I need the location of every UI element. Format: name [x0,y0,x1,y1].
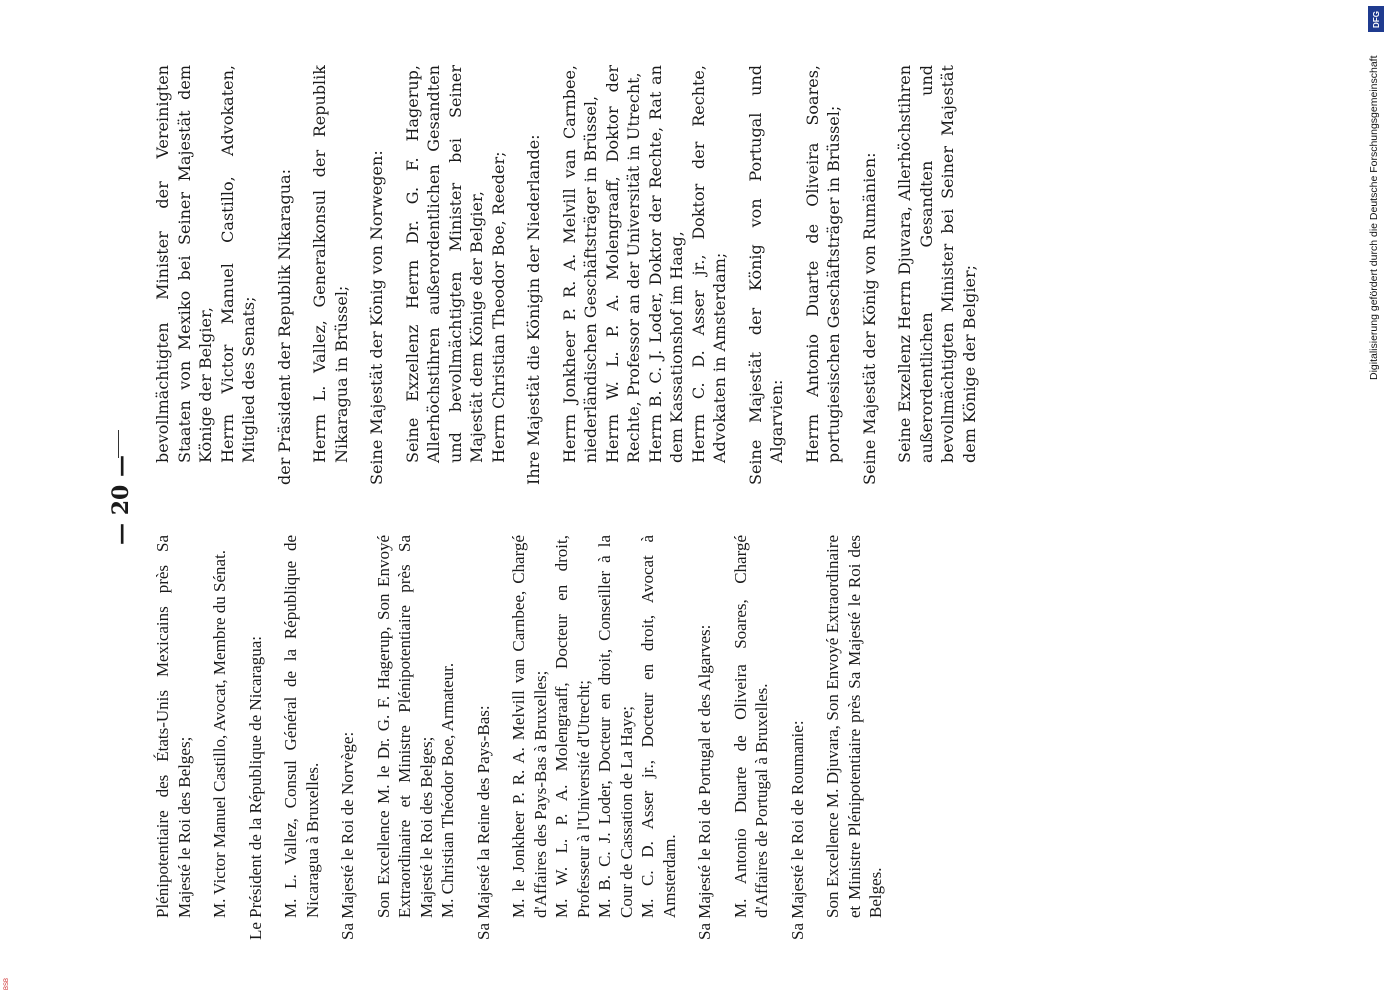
french-text-line: Son Excellence M. le Dr. G. F. Hagerup, Son Envoyé Extraordinaire et Ministre Plénipotentiaire près Sa Majesté le Roi des Belges; [373,535,436,918]
french-text-line: Sa Majesté le Roi de Norvège: [338,731,357,940]
german-text-line: Herrn W. L. P. A. Molengraaff, Doktor der Rechte, Professor an der Universität in Utrecht, [602,65,643,463]
german-entry [802,65,845,485]
page-number: — 20 — [108,455,134,545]
german-text-line: Seine Majestät der König von Norwegen: [367,150,386,485]
german-text-line: Ihre Majestät die Königin der Niederlande: [524,134,543,485]
french-text-line: M. le Jonkheer P. R. A. Melvill van Carnbee, Chargé d'Affaires des Pays-Bas à Bruxelles; [509,535,550,918]
german-entry [152,65,260,485]
french-entry [508,535,680,940]
french-entry [209,535,231,940]
library-stamp: BSB [4,977,10,990]
french-text-line: M. C. D. Asser jr., Docteur en droit, Avocat à Amsterdam. [638,535,679,918]
french-text-line: Sa Majesté le Roi de Portugal et des Algarves: [695,624,714,940]
german-text-line: Seine Exzellenz Herrn Djuvara, Allerhöchstihren außerordentlichen Gesandten und bevollmächtigten Minister bei Seiner Majestät dem Könige der Belgier; [895,65,979,463]
german-text-line: bevollmächtigten Minister der Vereinigten Staaten von Mexiko bei Seiner Majestät dem Könige der Belgier, [153,65,215,463]
german-text-line: der Präsident der Republik Nikaragua: [274,168,294,485]
german-entry [274,65,296,485]
french-text-line: M. Christian Théodor Boe, Armateur. [438,662,457,918]
french-text-line: M. Antonio Duarte de Oliveira Soares, Chargé d'Affaires de Portugal à Bruxelles. [730,535,771,918]
german-text-line: Herrn L. Vallez, Generalkonsul der Republik Nikaragua in Brüssel; [310,65,351,463]
german-entry [859,65,881,485]
french-entry [787,535,809,940]
french-text-line: Plénipotentiaire des États-Unis Mexicains près Sa Majesté le Roi des Belges; [153,535,194,918]
german-entry [309,65,352,485]
digitization-credit: Digitalisierung gefördert durch die Deutsche Forschungsgemeinschaft [1368,55,1380,380]
german-text-line: Herrn Antonio Duarte de Oliveira Soares, portugiesischen Geschäftsträger in Brüssel; [802,65,843,463]
german-text-line: Herrn C. D. Asser jr., Doktor der Rechte, Advokaten in Amsterdam; [688,65,729,463]
french-text-line: Le Président de la République de Nicaragua: [245,636,265,940]
german-text-line: Seine Majestät der König von Portugal und Algarvien: [745,65,786,485]
german-text-line: Herrn B. C. J. Loder, Doktor der Rechte, Rat an dem Kassationshof im Haag, [645,65,686,463]
french-entry [373,535,459,940]
french-column [152,535,1272,940]
german-entry [559,65,731,485]
french-text-line: Sa Majesté la Reine des Pays-Bas: [473,705,493,940]
dfg-logo: DFG [1368,6,1384,32]
german-entry [523,65,545,485]
french-entry [822,535,887,940]
french-entry [152,535,195,940]
german-text-line: Herrn Christian Theodor Boe, Reeder; [488,151,508,463]
french-text-line: Son Excellence M. Djuvara, Son Envoyé Extraordinaire et Ministre Plénipotentiaire près Sa Majesté le Roi des Belges. [823,535,885,918]
french-entry [245,535,267,940]
german-entry [366,65,388,485]
french-entry [337,535,359,940]
german-entry [402,65,510,485]
french-text-line: Sa Majesté le Roi de Roumanie: [787,720,807,940]
rotated-document-page [100,60,1300,940]
french-text-line: M. W. L. P. A. Molengraaff, Docteur en droit, Professeur à l'Université d'Utrecht; [552,535,593,918]
french-text-line: M. Victor Manuel Castillo, Avocat, Membre du Sénat. [210,549,229,918]
german-text-line: Herrn Victor Manuel Castillo, Advokaten, Mitglied des Senats; [217,65,258,463]
french-entry [280,535,323,940]
german-text-line: Herrn Jonkheer P. R. A. Melvill van Carnbee, niederländischen Geschäftsträger in Brüssel, [559,65,600,463]
french-entry [730,535,773,940]
page-divider-mark [118,430,123,458]
german-text-line: Seine Exzellenz Herrn Dr. G. F. Hagerup, Allerhöchstihren außerordentlichen Gesandten und bevollmächtigten Minister bei Seiner Majestät dem Könige der Belgier, [402,65,486,463]
german-column [152,65,1272,485]
german-text-line: Seine Majestät der König von Rumänien: [859,152,879,485]
french-entry [694,535,716,940]
german-entry [745,65,788,485]
french-text-line: M. B. C. J. Loder, Docteur en droit, Conseiller à la Cour de Cassation de La Haye; [595,535,636,918]
french-text-line: M. L. Vallez, Consul Général de la République de Nicaragua à Bruxelles. [281,535,322,918]
french-entry [473,535,495,940]
german-entry [894,65,980,485]
